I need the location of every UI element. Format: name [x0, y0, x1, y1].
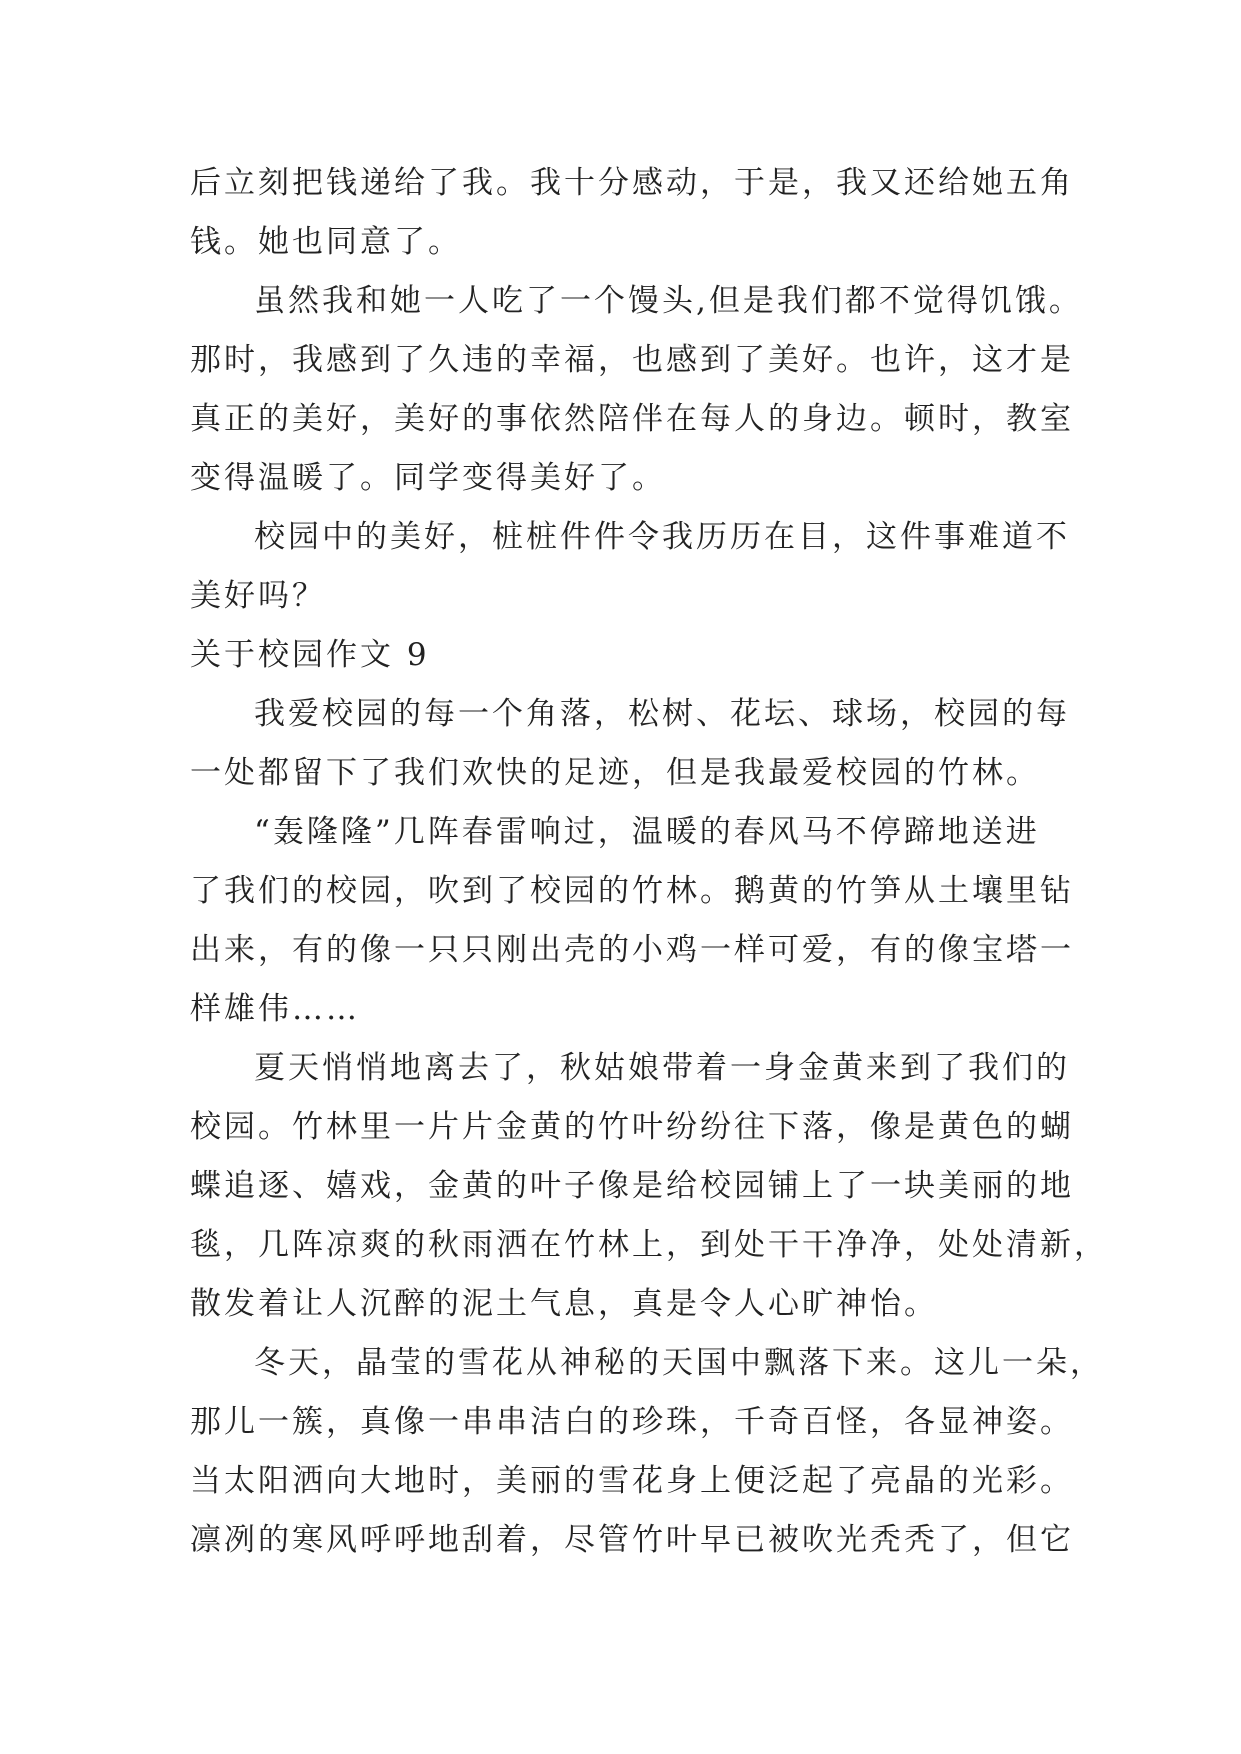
text-line: 样雄伟……: [190, 991, 360, 1027]
text-line: 美好吗？: [190, 578, 326, 614]
text-line: 那儿一簇，真像一串串洁白的珍珠，千奇百怪，各显神姿。: [190, 1404, 1074, 1440]
section-heading: 关于校园作文 9: [190, 637, 430, 673]
text-line: 校园中的美好，桩桩件件令我历历在目，这件事难道不: [254, 519, 1070, 555]
text-line: 蝶追逐、嬉戏，金黄的叶子像是给校园铺上了一块美丽的地: [190, 1168, 1074, 1204]
text-line: 后立刻把钱递给了我。我十分感动，于是，我又还给她五角: [190, 165, 1074, 201]
text-line: 一处都留下了我们欢快的足迹，但是我最爱校园的竹林。: [190, 755, 1040, 791]
text-line: 变得温暖了。同学变得美好了。: [190, 460, 666, 496]
text-line: 凛冽的寒风呼呼地刮着，尽管竹叶早已被吹光秃秃了，但它: [190, 1522, 1074, 1558]
text-line: 了我们的校园，吹到了校园的竹林。鹅黄的竹笋从土壤里钻: [190, 873, 1074, 909]
text-line: 我爱校园的每一个角落，松树、花坛、球场，校园的每: [254, 696, 1070, 732]
text-line: 出来，有的像一只只刚出壳的小鸡一样可爱，有的像宝塔一: [190, 932, 1074, 968]
text-line: 真正的美好，美好的事依然陪伴在每人的身边。顿时，教室: [190, 401, 1074, 437]
text-line: 校园。竹林里一片片金黄的竹叶纷纷往下落，像是黄色的蝴: [190, 1109, 1074, 1145]
text-line: 当太阳洒向大地时，美丽的雪花身上便泛起了亮晶的光彩。: [190, 1463, 1074, 1499]
text-line: 钱。她也同意了。: [190, 224, 462, 260]
text-line: 散发着让人沉醉的泥土气息，真是令人心旷神怡。: [190, 1286, 938, 1322]
text-line: “轰隆隆”几阵春雷响过，温暖的春风马不停蹄地送进: [254, 814, 1040, 850]
text-line: 那时，我感到了久违的幸福，也感到了美好。也许，这才是: [190, 342, 1074, 378]
text-line: 虽然我和她一人吃了一个馒头,但是我们都不觉得饥饿。: [254, 283, 1083, 319]
text-line: 夏天悄悄地离去了，秋姑娘带着一身金黄来到了我们的: [254, 1050, 1070, 1086]
text-line: 冬天，晶莹的雪花从神秘的天国中飘落下来。这儿一朵，: [254, 1345, 1104, 1381]
text-line: 毯，几阵凉爽的秋雨洒在竹林上，到处干干净净，处处清新，: [190, 1227, 1108, 1263]
